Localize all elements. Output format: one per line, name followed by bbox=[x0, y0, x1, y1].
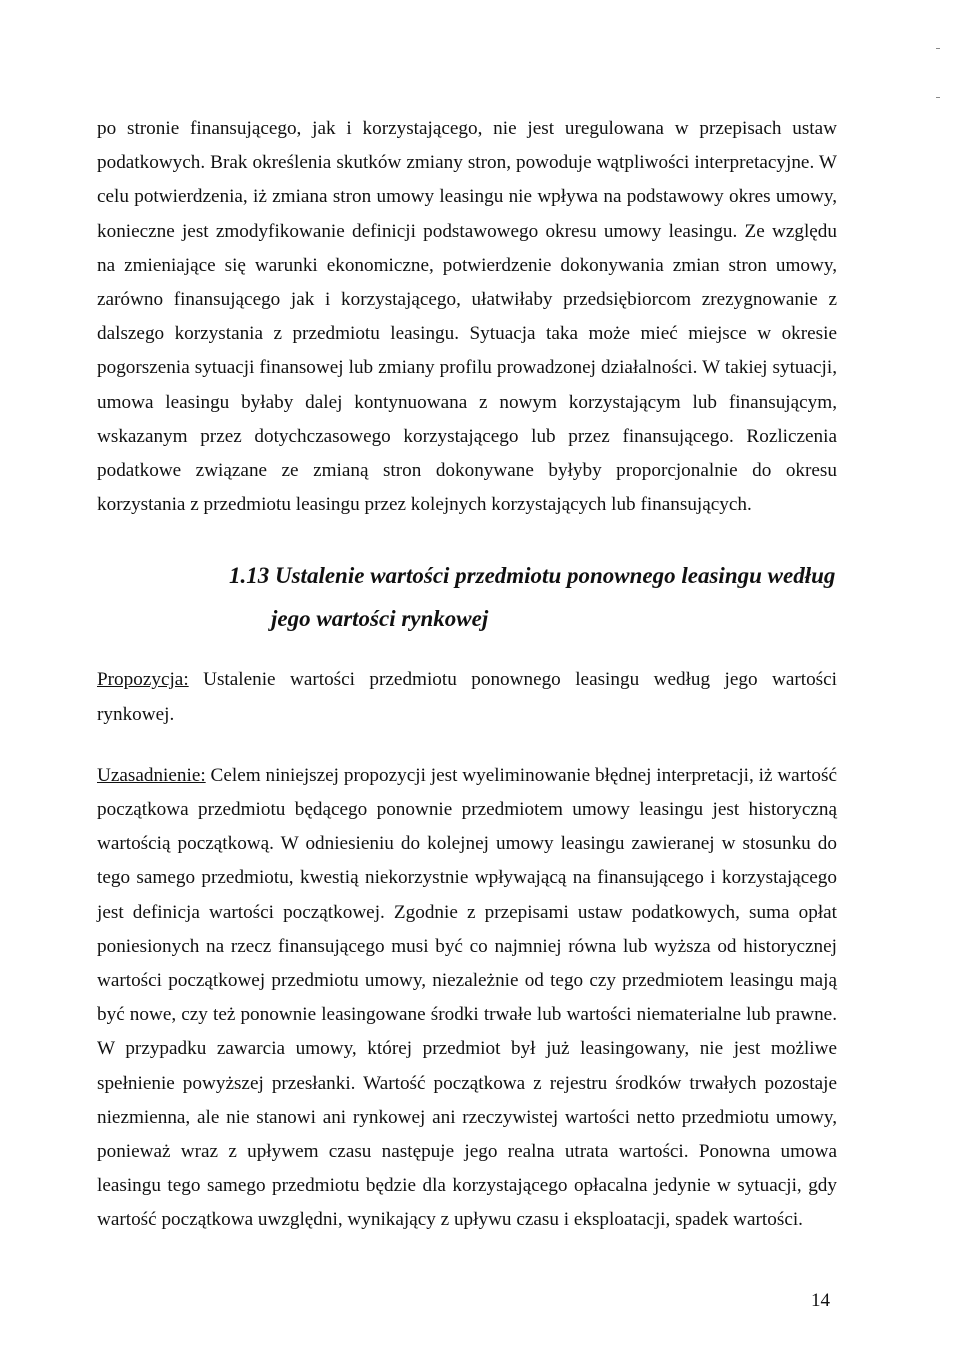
document-body bbox=[97, 112, 837, 1238]
proposal-label: Propozycja: bbox=[97, 669, 189, 691]
justification-text: Celem niniejszej propozycji jest wyeliminowanie błędnej interpretacji, iż wartość początkowa przedmiotu będącego ponownie przedmiotem umowy leasingu jest historyczną wartością początkową. W odniesieniu do kolejnej umowy leasingu zawieranej w stosunku do tego samego przedmiotu, kwestią niekorzystnie wpływającą na finansującego i korzystającego jest definicja wartości początkowej. Zgodnie z przepisami ustaw podatkowych, suma opłat poniesionych na rzecz finansującego musi być co najmniej równa lub wyższa od historycznej wartości początkowej przedmiotu umowy, niezależnie od tego czy przedmiotem leasingu mają być nowe, czy też ponownie leasingowane środki trwałe lub wartości niematerialne lub prawne. W przypadku zawarcia umowy, której przedmiot był już leasingowany, nie jest możliwe spełnienie powyższej przesłanki. Wartość początkowa z rejestru środków trwałych pozostaje niezmienna, ale nie stanowi ani rynkowej ani rzeczywistej wartości netto przedmiotu umowy, ponieważ wraz z upływem czasu następuje jego realna utrata wartości. Ponowna umowa leasingu tego samego przedmiotu będzie dla korzystającego opłacalna jedynie w sytuacji, gdy wartość początkowa uwzględni, wynikający z upływu czasu i eksploatacji, spadek wartości. bbox=[97, 764, 837, 1231]
justification-label: Uzasadnienie: bbox=[97, 764, 206, 786]
proposal-text: Ustalenie wartości przedmiotu ponownego leasingu według jego wartości rynkowej. bbox=[97, 669, 837, 725]
proposal-paragraph bbox=[97, 663, 837, 731]
scan-speck bbox=[936, 48, 940, 49]
scan-speck bbox=[936, 97, 940, 98]
section-heading bbox=[97, 554, 837, 640]
section-heading-line-2: jego wartości rynkowej bbox=[271, 606, 489, 632]
page-number: 14 bbox=[811, 1290, 830, 1311]
section-heading-line-1: 1.13 Ustalenie wartości przedmiotu ponownego leasingu według bbox=[229, 563, 836, 589]
justification-paragraph bbox=[97, 759, 837, 1238]
paragraph-intro: po stronie finansującego, jak i korzystającego, nie jest uregulowana w przepisach ustaw podatkowych. Brak określenia skutków zmiany stron, powoduje wątpliwości interpretacyjne. W celu potwierdzenia, iż zmiana stron umowy leasingu nie wpływa na podstawowy okres umowy, konieczne jest zmodyfikowanie definicji podstawowego okresu umowy leasingu. Ze względu na zmieniające się warunki ekonomiczne, potwierdzenie dokonywania zmian stron umowy, zarówno finansującego jak i korzystającego, ułatwiłaby przedsiębiorcom zrezygnowanie z dalszego korzystania z przedmiotu leasingu. Sytuacja taka może mieć miejsce w okresie pogorszenia sytuacji finansowej lub zmiany profilu prowadzonej działalności. W takiej sytuacji, umowa leasingu byłaby dalej kontynuowana z nowym korzystającym lub finansującym, wskazanym przez dotychczasowego korzystającego lub przez finansującego. Rozliczenia podatkowe związane ze zmianą stron dokonywane byłyby proporcjonalnie do okresu korzystania z przedmiotu leasingu przez kolejnych korzystających lub finansujących. bbox=[97, 118, 837, 516]
